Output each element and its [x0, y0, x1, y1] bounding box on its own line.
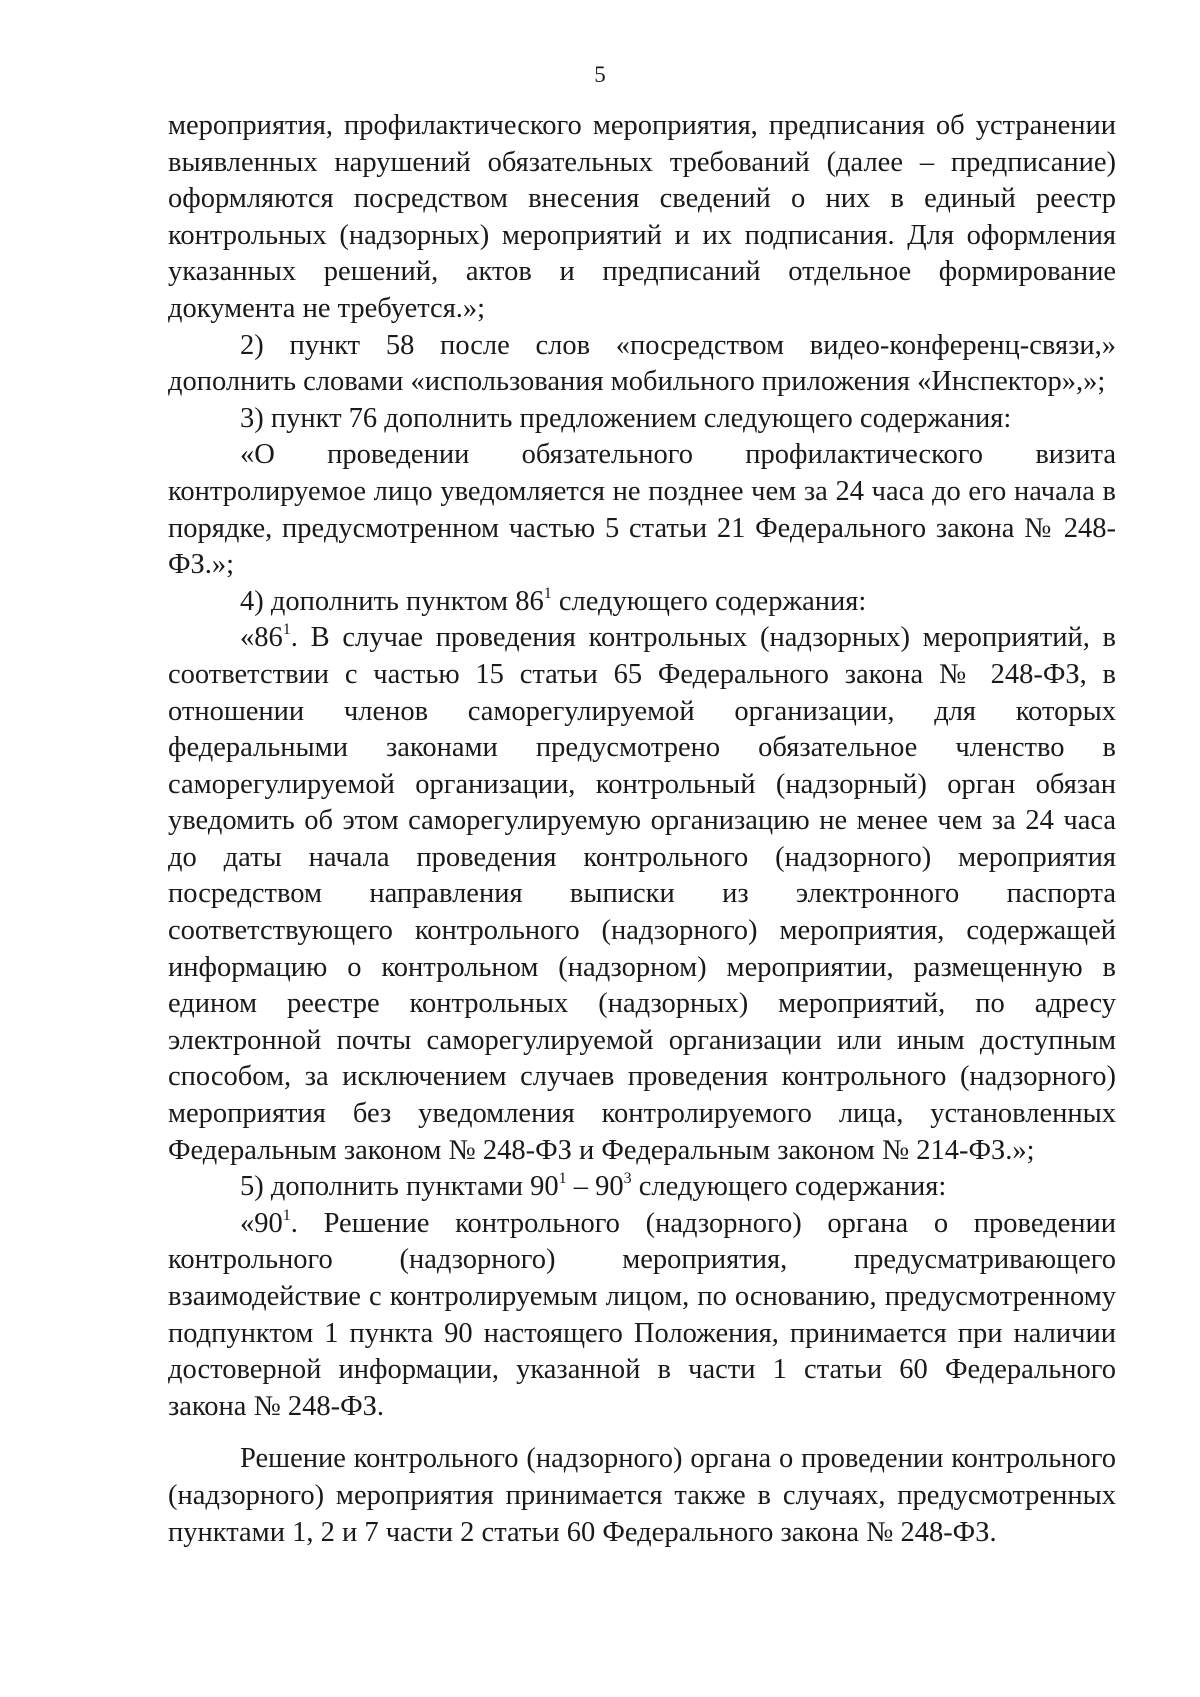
- paragraph-quote-90-1: [168, 1206, 1116, 1426]
- text-fragment: 5) дополнить пунктами 90: [240, 1171, 559, 1203]
- text-fragment: 4) дополнить пунктом 86: [240, 585, 544, 617]
- paragraph-continuation: мероприятия, профилактического мероприятия, предписания об устранении выявленных нарушений обязательных требований (далее – предписание) оформляются посредством внесения сведений о них в единый реестр контрольных (надзорных) мероприятий и их подписания. Для оформления указанных решений, актов и предписаний отдельное формирование документа не требуется.»;: [168, 110, 1116, 324]
- superscript: 1: [282, 621, 291, 639]
- paragraph-item-2: 2) пункт 58 после слов «посредством видео-конференц-связи,» дополнить словами «использования мобильного приложения «Инспектор»,»;: [168, 329, 1116, 398]
- paragraph-item-3: 3) пункт 76 дополнить предложением следующего содержания:: [240, 402, 1012, 434]
- superscript: 1: [543, 584, 552, 602]
- superscript: 1: [282, 1206, 291, 1224]
- paragraph-decision: Решение контрольного (надзорного) органа о проведении контрольного (надзорного) мероприятия принимается также в случаях, предусмотренных пунктами 1, 2 и 7 части 2 статьи 60 Федерального закона № 248-ФЗ.: [168, 1443, 1116, 1548]
- text-fragment: . В случае проведения контрольных (надзорных) мероприятий, в соответствии с частью 15 статьи 65 Федерального закона № 248-ФЗ, в отношении членов саморегулируемой организации, для которых федеральными законами предусмотрено обязательное членство в саморегулируемой организации, контрольный (надзорный) орган обязан уведомить об этом саморегулируемую организацию не менее чем за 24 часа до даты начала проведения контрольного (надзорного) мероприятия посредством направления выписки из электронного паспорта соответствующего контрольного (надзорного) мероприятия, содержащей информацию о контрольном (надзорном) мероприятии, размещенную в едином реестре контрольных (надзорных) мероприятий, по адресу электронной почты саморегулируемой организации или иным доступным способом, за исключением случаев проведения контрольного (надзорного) мероприятия без уведомления контролируемого лица, установленных Федеральным законом № 248-ФЗ и Федеральным законом № 214-ФЗ.»;: [168, 622, 1116, 1166]
- paragraph-item-5: [168, 1169, 1116, 1206]
- text-fragment: . Решение контрольного (надзорного) органа о проведении контрольного (надзорного) мероприятия, предусматривающего взаимодействие с контролируемым лицом, по основанию, предусмотренному подпунктом 1 пункта 90 настоящего Положения, принимается при наличии достоверной информации, указанной в части 1 статьи 60 Федерального закона № 248-ФЗ.: [168, 1207, 1116, 1422]
- text-fragment: следующего содержания:: [551, 585, 867, 617]
- paragraph-quote-76: «О проведении обязательного профилактического визита контролируемое лицо уведомляется не позднее чем за 24 часа до его начала в порядке, предусмотренном частью 5 статьи 21 Федерального закона № 248-ФЗ.»;: [168, 439, 1116, 581]
- paragraph-quote-86-1: [168, 620, 1116, 1169]
- superscript: 3: [623, 1170, 632, 1188]
- text-fragment: – 90: [566, 1171, 624, 1203]
- document-body: [168, 108, 1116, 1551]
- text-fragment: «90: [240, 1207, 283, 1239]
- page-number: 5: [594, 62, 606, 87]
- superscript: 1: [558, 1170, 567, 1188]
- paragraph-item-4: [168, 584, 1116, 621]
- text-fragment: следующего содержания:: [631, 1171, 947, 1203]
- text-fragment: «86: [240, 622, 283, 654]
